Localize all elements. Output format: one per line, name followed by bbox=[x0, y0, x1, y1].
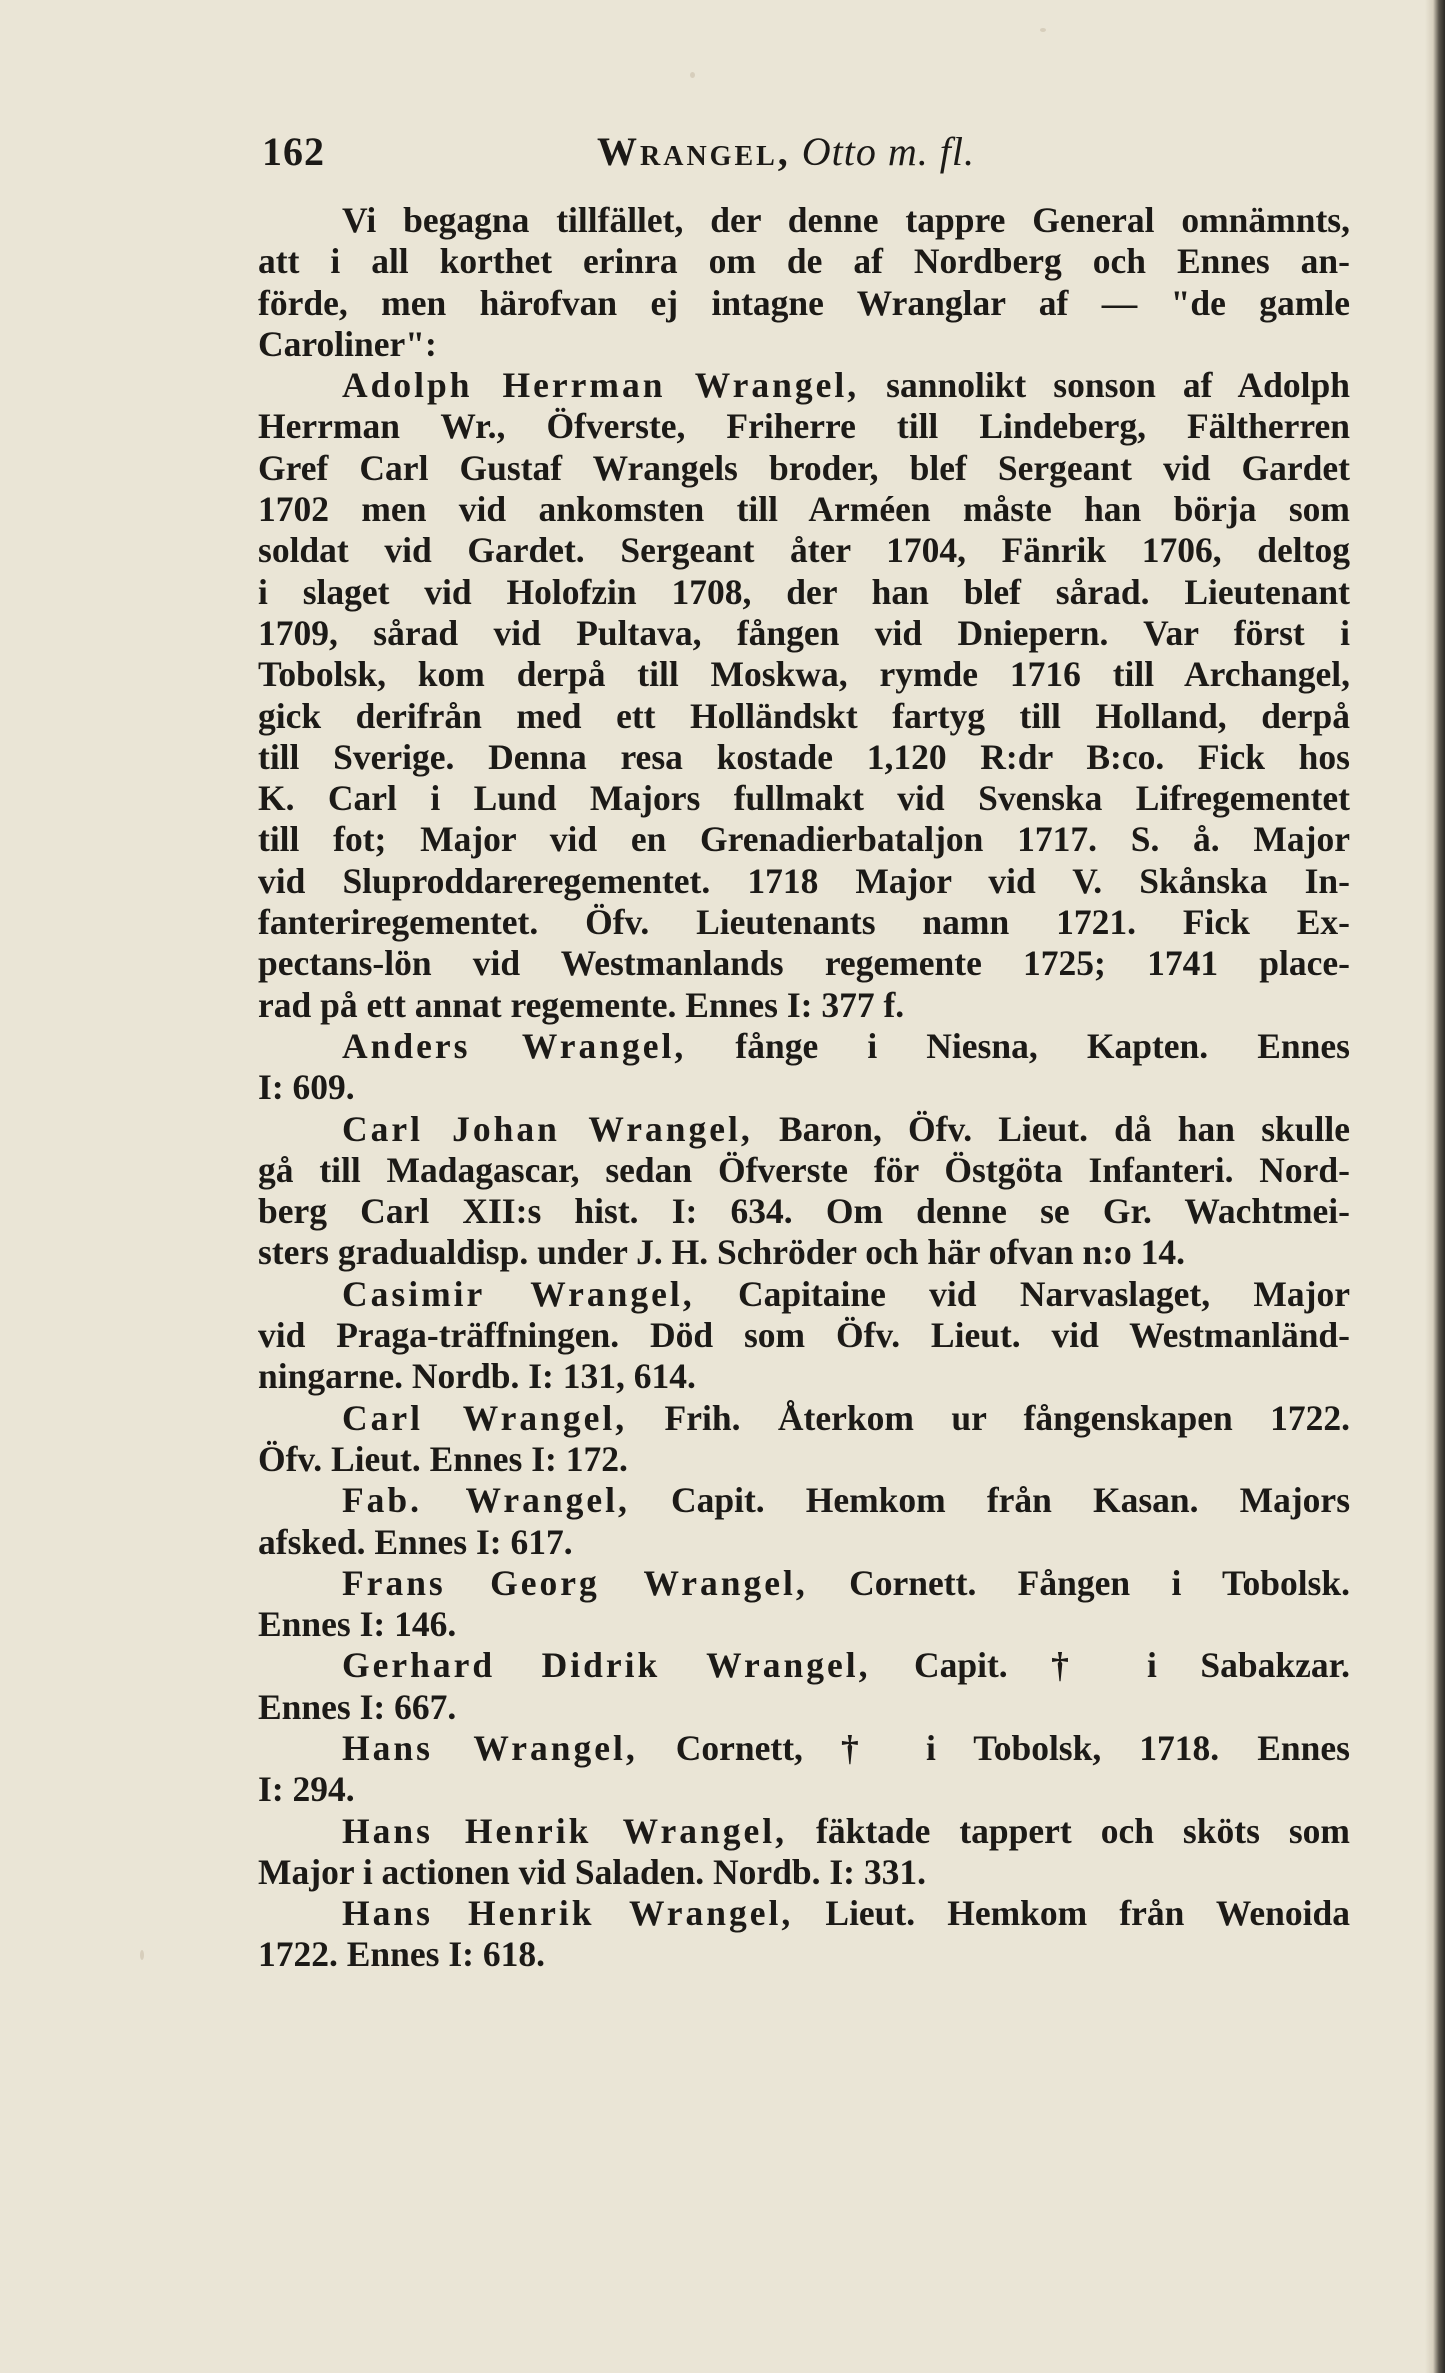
text-line bbox=[258, 1067, 1350, 1108]
text-line bbox=[258, 283, 1350, 324]
line-text: Cornett, † i Tobolsk, 1718. Ennes bbox=[637, 1727, 1350, 1768]
line-text: vid Praga-träffningen. Död som Öfv. Lieut. vid Westmanländ- bbox=[258, 1315, 1350, 1356]
line-text: K. Carl i Lund Majors fullmakt vid Svenska Lifregementet bbox=[258, 778, 1350, 819]
page-edge-shadow bbox=[1425, 0, 1445, 2373]
text-line bbox=[258, 902, 1350, 943]
text-line bbox=[258, 489, 1350, 530]
line-text: 1702 men vid ankomsten till Arméen måste han börja som bbox=[258, 489, 1350, 530]
text-line bbox=[258, 1026, 1350, 1067]
entry-name: Adolph Herrman Wrangel, bbox=[342, 365, 860, 406]
text-line bbox=[258, 1769, 1350, 1810]
entry-name: Anders Wrangel, bbox=[342, 1025, 687, 1066]
text-line bbox=[258, 448, 1350, 489]
line-text: Capit. † i Sabakzar. bbox=[870, 1645, 1350, 1686]
line-text: I: 294. bbox=[258, 1769, 355, 1810]
running-head-subtitle: Otto m. fl. bbox=[801, 129, 976, 174]
text-line bbox=[258, 861, 1350, 902]
line-text: Caroliner": bbox=[258, 323, 437, 364]
text-line bbox=[258, 1232, 1350, 1273]
text-line bbox=[258, 613, 1350, 654]
text-line bbox=[258, 985, 1350, 1026]
text-line bbox=[258, 324, 1350, 365]
text-line bbox=[258, 200, 1350, 241]
text-line bbox=[258, 737, 1350, 778]
line-text: gå till Madagascar, sedan Öfverste för Östgöta Infanteri. Nord- bbox=[258, 1149, 1350, 1190]
entry-name: Carl Johan Wrangel, bbox=[342, 1108, 753, 1149]
line-text: Herrman Wr., Öfverste, Friherre till Lindeberg, Fältherren bbox=[258, 406, 1350, 447]
line-text: till Sverige. Denna resa kostade 1,120 R:dr B:co. Fick hos bbox=[258, 736, 1350, 777]
text-line bbox=[258, 943, 1350, 984]
line-text: gick derifrån med ett Holländskt fartyg till Holland, derpå bbox=[258, 695, 1350, 736]
line-text: pectans-lön vid Westmanlands regemente 1725; 1741 place- bbox=[258, 943, 1350, 984]
line-text: sannolikt sonson af Adolph bbox=[859, 365, 1350, 406]
text-line bbox=[258, 1604, 1350, 1645]
text-line bbox=[258, 1356, 1350, 1397]
line-text: till fot; Major vid en Grenadierbataljon 1717. S. å. Major bbox=[258, 819, 1350, 860]
entry-name: Gerhard Didrik Wrangel, bbox=[342, 1645, 871, 1686]
text-line bbox=[258, 1191, 1350, 1232]
entry-name: Fab. Wrangel, bbox=[342, 1480, 630, 1521]
line-text: berg Carl XII:s hist. I: 634. Om denne se Gr. Wachtmei- bbox=[258, 1191, 1350, 1232]
line-text: Ennes I: 667. bbox=[258, 1686, 457, 1727]
running-head-name: Wrangel, bbox=[597, 129, 791, 174]
line-text: Major i actionen vid Saladen. Nordb. I: 331. bbox=[258, 1851, 926, 1892]
line-text: rad på ett annat regemente. Ennes I: 377 f. bbox=[258, 984, 905, 1025]
line-text: 1722. Ennes I: 618. bbox=[258, 1934, 545, 1975]
text-line bbox=[258, 1852, 1350, 1893]
text-line bbox=[258, 654, 1350, 695]
line-text: I: 609. bbox=[258, 1067, 355, 1108]
text-line bbox=[258, 572, 1350, 613]
paper-blemish bbox=[690, 72, 695, 78]
line-text: fanteriregementet. Öfv. Lieutenants namn 1721. Fick Ex- bbox=[258, 902, 1350, 943]
text-line bbox=[258, 1150, 1350, 1191]
entry-name: Hans Henrik Wrangel, bbox=[342, 1893, 794, 1934]
text-line bbox=[258, 1687, 1350, 1728]
line-text: Vi begagna tillfället, der denne tappre General omnämnts, bbox=[342, 200, 1350, 240]
line-text: förde, men härofvan ej intagne Wranglar af — "de gamle bbox=[258, 282, 1350, 323]
text-line bbox=[258, 1439, 1350, 1480]
text-line bbox=[258, 1398, 1350, 1439]
line-text: vid Sluproddareregementet. 1718 Major vid V. Skånska In- bbox=[258, 860, 1350, 901]
text-line bbox=[258, 1645, 1350, 1686]
line-text: sters gradualdisp. under J. H. Schröder och här ofvan n:o 14. bbox=[258, 1232, 1186, 1273]
text-line bbox=[258, 1274, 1350, 1315]
text-line bbox=[258, 530, 1350, 571]
text-line bbox=[258, 406, 1350, 447]
text-line bbox=[258, 1522, 1350, 1563]
paper-blemish bbox=[140, 1950, 144, 1960]
line-text: 1709, sårad vid Pultava, fången vid Dniepern. Var först i bbox=[258, 612, 1350, 653]
line-text: Lieut. Hemkom från Wenoida bbox=[793, 1893, 1350, 1934]
line-text: Tobolsk, kom derpå till Moskwa, rymde 1716 till Archangel, bbox=[258, 654, 1350, 695]
line-text: soldat vid Gardet. Sergeant åter 1704, Fänrik 1706, deltog bbox=[258, 530, 1350, 571]
line-text: fäktade tappert och sköts som bbox=[787, 1810, 1350, 1851]
line-text: Capitaine vid Narvaslaget, Major bbox=[694, 1273, 1350, 1314]
text-line bbox=[258, 696, 1350, 737]
line-text: ningarne. Nordb. I: 131, 614. bbox=[258, 1356, 696, 1397]
page-header bbox=[262, 128, 1350, 188]
line-text: i slaget vid Holofzin 1708, der han blef sårad. Lieutenant bbox=[258, 571, 1350, 612]
text-line bbox=[258, 365, 1350, 406]
line-text: afsked. Ennes I: 617. bbox=[258, 1521, 573, 1562]
text-line bbox=[258, 1934, 1350, 1975]
text-line bbox=[258, 1728, 1350, 1769]
line-text: Gref Carl Gustaf Wrangels broder, blef Sergeant vid Gardet bbox=[258, 447, 1350, 488]
entry-name: Frans Georg Wrangel, bbox=[342, 1562, 808, 1603]
text-line bbox=[258, 1811, 1350, 1852]
text-line bbox=[258, 1480, 1350, 1521]
line-text: Cornett. Fången i Tobolsk. bbox=[807, 1562, 1350, 1603]
text-line bbox=[258, 778, 1350, 819]
entry-name: Hans Henrik Wrangel, bbox=[342, 1810, 788, 1851]
line-text: Baron, Öfv. Lieut. då han skulle bbox=[752, 1108, 1350, 1149]
line-text: Öfv. Lieut. Ennes I: 172. bbox=[258, 1438, 628, 1479]
text-line bbox=[258, 241, 1350, 282]
text-line bbox=[258, 819, 1350, 860]
entry-name: Casimir Wrangel, bbox=[342, 1273, 695, 1314]
line-text: Capit. Hemkom från Kasan. Majors bbox=[629, 1480, 1350, 1521]
line-text: Ennes I: 146. bbox=[258, 1604, 457, 1645]
text-line bbox=[258, 1893, 1350, 1934]
entry-name: Carl Wrangel, bbox=[342, 1397, 628, 1438]
text-line bbox=[258, 1109, 1350, 1150]
text-line bbox=[258, 1315, 1350, 1356]
paper-blemish bbox=[1040, 28, 1046, 32]
page-number: 162 bbox=[262, 129, 325, 174]
running-head bbox=[597, 128, 975, 175]
body-text bbox=[258, 200, 1350, 1976]
line-text: Frih. Återkom ur fångenskapen 1722. bbox=[627, 1397, 1350, 1438]
text-line bbox=[258, 1563, 1350, 1604]
entry-name: Hans Wrangel, bbox=[342, 1727, 638, 1768]
line-text: fånge i Niesna, Kapten. Ennes bbox=[686, 1025, 1350, 1066]
line-text: att i all korthet erinra om de af Nordberg och Ennes an- bbox=[258, 241, 1350, 282]
